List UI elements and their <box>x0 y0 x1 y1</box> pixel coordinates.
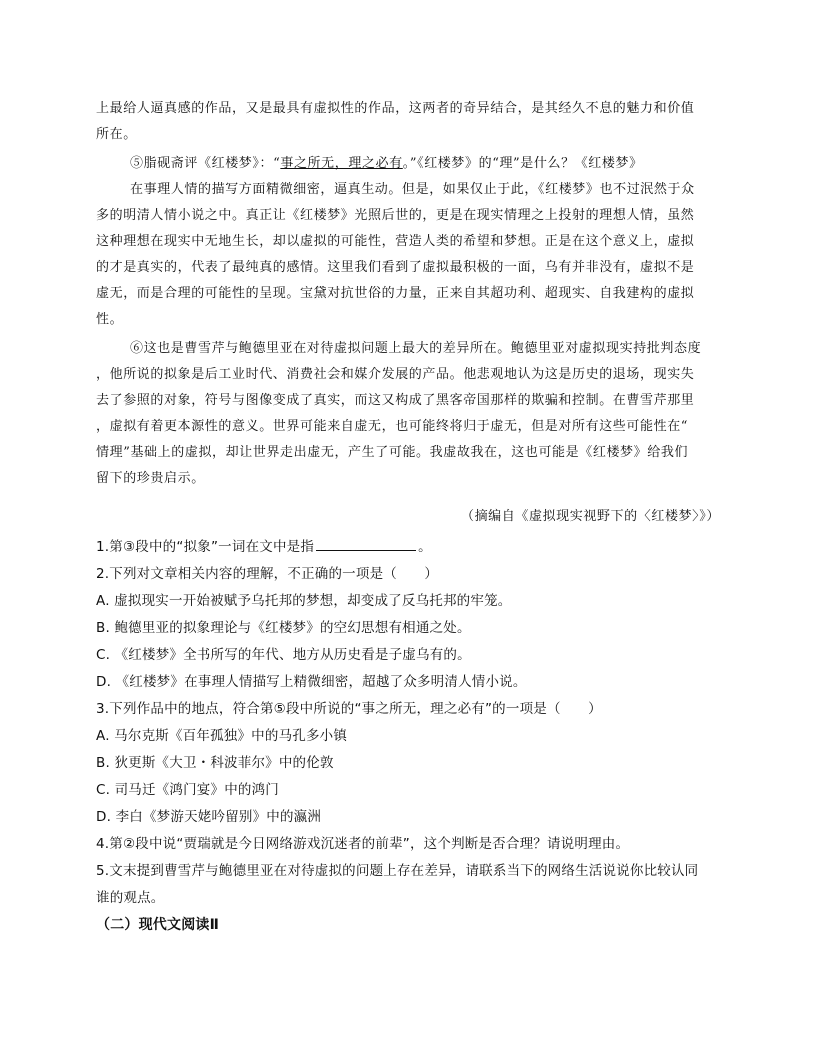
question-1-period: 。 <box>418 539 432 555</box>
passage-p6-line-3: 去了参照的对象，符号与图像变成了真实，而这又构成了黑客帝国那样的欺骗和控制。在曹雪芹那里 <box>96 393 695 408</box>
question-3-option-c: C. 司马迁《鸿门宴》中的鸿门 <box>96 782 280 798</box>
passage-p6-line-4: ，虚拟有着更本源性的意义。世界可能来自虚无，也可能终将归于虚无，但是对所有这些可能性在“ <box>96 419 689 434</box>
question-1-text: 1.第③段中的“拟象”一词在文中是指 <box>96 539 315 555</box>
source-attribution: （摘编自《虚拟现实视野下的〈红楼梦〉》） <box>460 509 720 524</box>
passage-p5-line-3: 多的明清人情小说之中。真正让《红楼梦》光照后世的，更是在现实情理之上投射的理想人情，虽然 <box>96 208 695 223</box>
p5-underlined-quote: 事之所无，理之必有 <box>280 156 403 171</box>
question-3-option-a: A. 马尔克斯《百年孤独》中的马孔多小镇 <box>96 728 348 744</box>
passage-p6-line-2: ，他所说的拟象是后工业时代、消费社会和媒介发展的产品。他悲观地认为这是历史的退场，现实失 <box>96 367 695 382</box>
question-1 <box>96 535 432 555</box>
passage-p5-line-7: 性。 <box>96 312 124 327</box>
question-2-option-d: D. 《红楼梦》在事理人情描写上精微细密，超越了众多明清人情小说。 <box>96 674 527 690</box>
passage-p4-line-1: 上最给人逼真感的作品，又是最具有虚拟性的作品，这两者的奇异结合，是其经久不息的魅力和价值 <box>96 101 695 116</box>
question-2-option-a: A. 虚拟现实一开始被赋予乌托邦的梦想，却变成了反乌托邦的牢笼。 <box>96 593 512 609</box>
question-2: 2.下列对文章相关内容的理解，不正确的一项是（ ） <box>96 566 439 582</box>
question-4: 4.第②段中说“贾瑞就是今日网络游戏沉迷者的前辈”，这个判断是否合理？请说明理由。 <box>96 836 630 852</box>
question-2-option-b: B. 鲍德里亚的拟象理论与《红楼梦》的空幻思想有相通之处。 <box>96 620 471 636</box>
passage-p5-line-6: 虚无，而是合理的可能性的呈现。宝黛对抗世俗的力量，正来自其超功利、超现实、自我建构的虚拟 <box>96 286 695 301</box>
passage-p5-line-4: 这种理想在现实中无地生长，却以虚拟的可能性，营造人类的希望和梦想。正是在这个意义上，虚拟 <box>96 234 695 249</box>
passage-p5-line-2: 在事理人情的描写方面精微细密，逼真生动。但是，如果仅止于此，《红楼梦》也不过泯然于众 <box>130 182 695 197</box>
question-2-option-c: C. 《红楼梦》全书所写的年代、地方从历史看是子虚乌有的。 <box>96 647 471 663</box>
question-5-line-1: 5.文末提到曹雪芹与鲍德里亚在对待虚拟的问题上存在差异，请联系当下的网络生活说说你比较认同 <box>96 863 699 879</box>
p5-trail-text: 。”《红楼梦》的“理”是什么？《红楼梦》 <box>402 156 643 171</box>
question-3-option-b: B. 狄更斯《大卫・科波菲尔》中的伦敦 <box>96 755 334 771</box>
passage-p5-line-1 <box>130 152 643 171</box>
answer-blank <box>316 538 416 551</box>
passage-p6-line-6: 留下的珍贵启示。 <box>96 471 205 486</box>
passage-p5-line-5: 的才是真实的，代表了最纯真的感情。这里我们看到了虚拟最积极的一面，乌有并非没有，虚拟不是 <box>96 260 695 275</box>
section-heading: （二）现代文阅读Ⅱ <box>96 917 220 933</box>
passage-p4-line-2: 所在。 <box>96 127 137 142</box>
question-3: 3.下列作品中的地点，符合第⑤段中所说的“事之所无，理之必有”的一项是（ ） <box>96 701 602 717</box>
p5-lead-text: ⑤脂砚斋评《红楼梦》：“ <box>130 156 281 171</box>
passage-p6-line-1: ⑥这也是曹雪芹与鲍德里亚在对待虚拟问题上最大的差异所在。鲍德里亚对虚拟现实持批判态度 <box>130 341 702 356</box>
passage-p6-line-5: 情理”基础上的虚拟，却让世界走出虚无，产生了可能。我虚故我在，这也可能是《红楼梦》给我们 <box>96 445 689 460</box>
question-5-line-2: 谁的观点。 <box>96 890 165 906</box>
question-3-option-d: D. 李白《梦游天姥吟留别》中的瀛洲 <box>96 809 322 825</box>
